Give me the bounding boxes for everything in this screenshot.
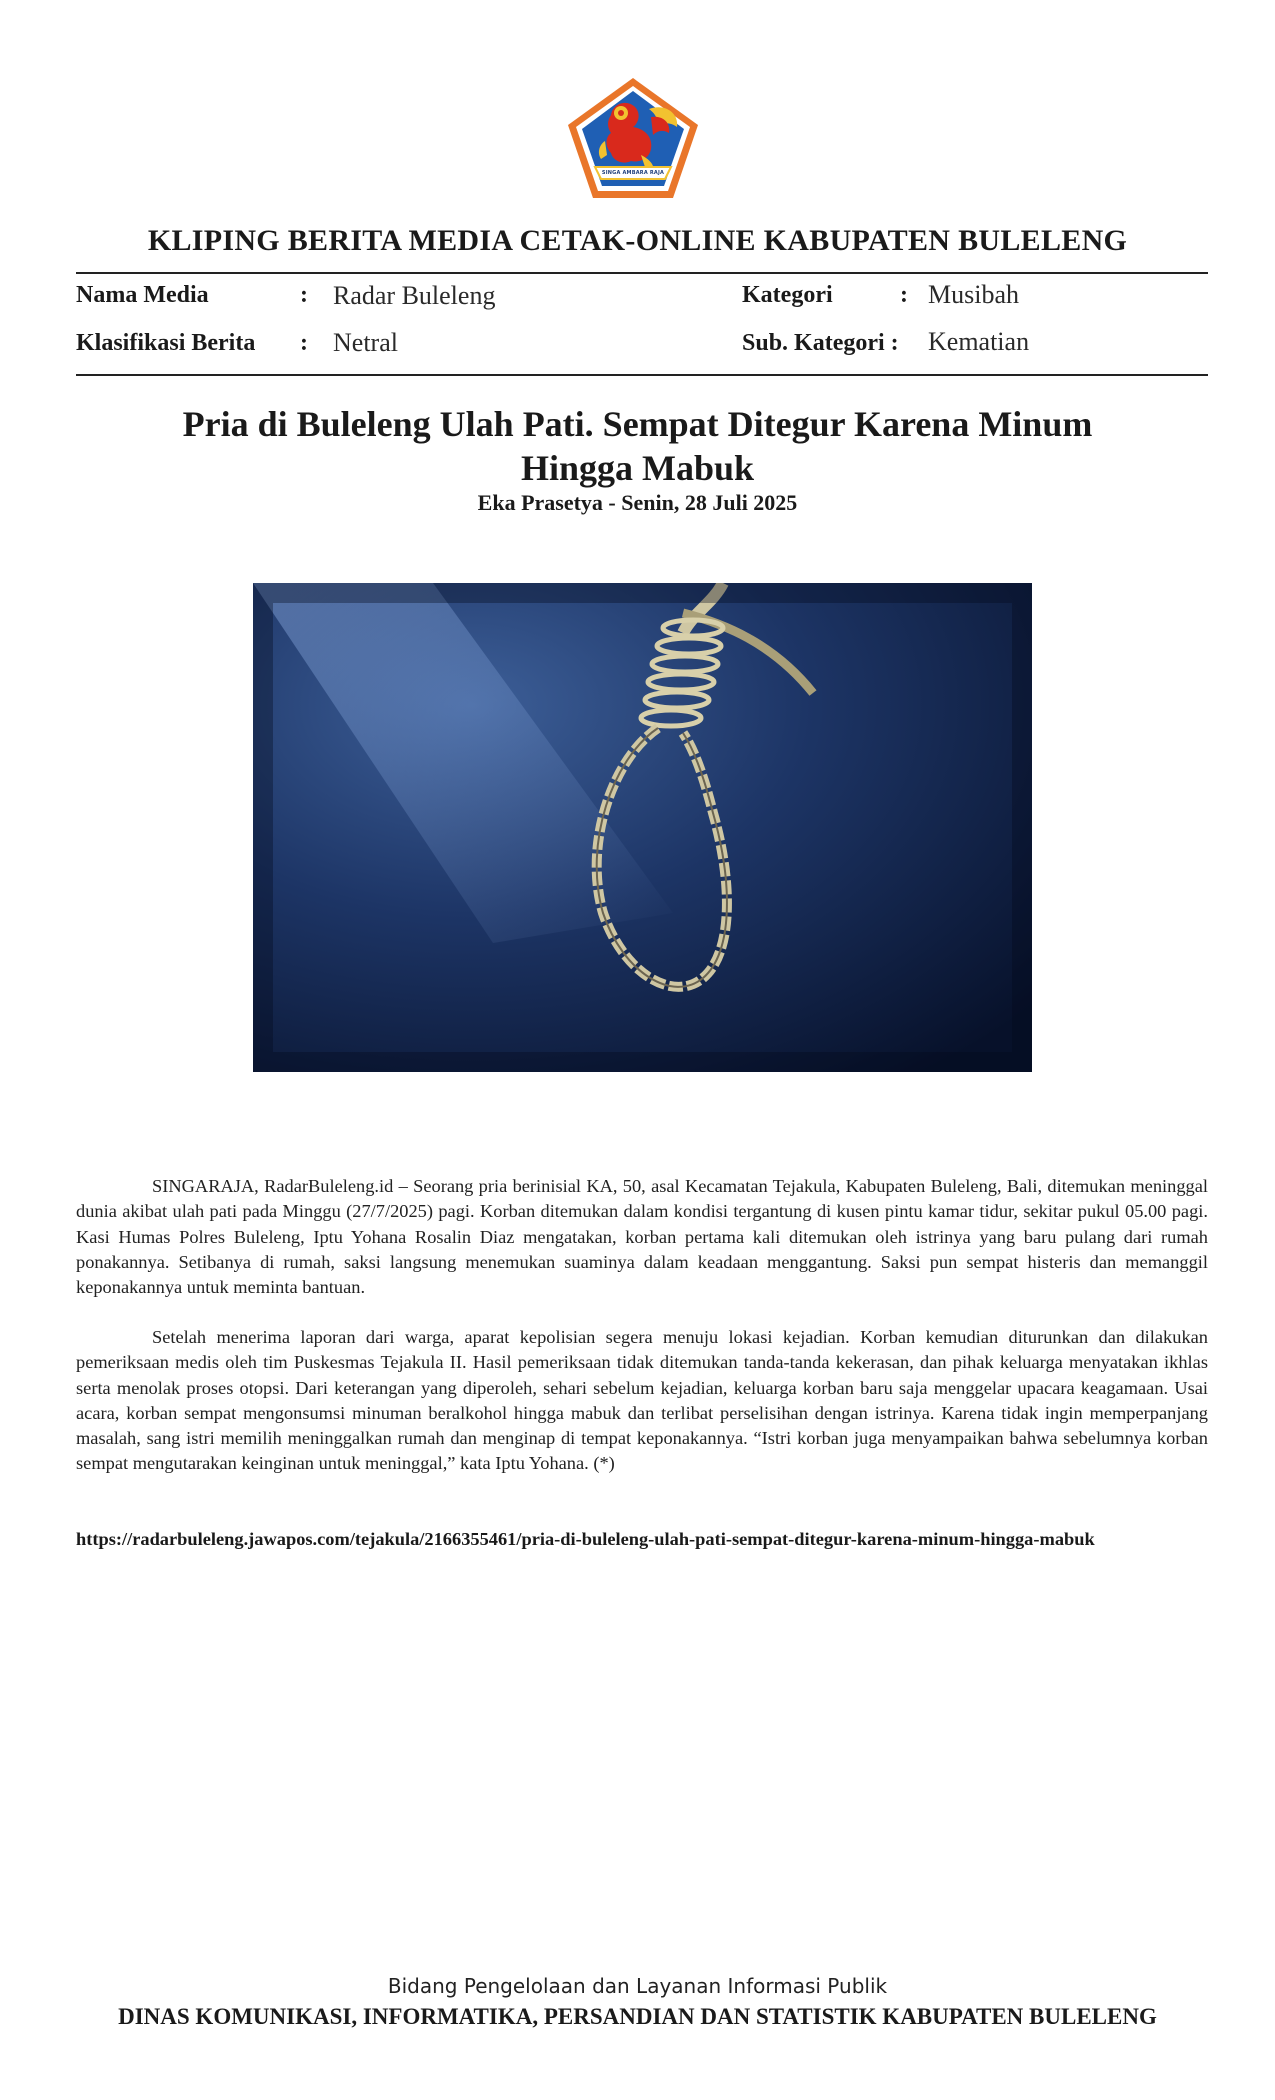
article-paragraph-2: Setelah menerima laporan dari warga, aparat kepolisian segera menuju lokasi kejadian. Korban kemudian diturunkan dan dilakukan pemeriksaan medis oleh tim Puskesmas Tejakula II. Hasil pemeriksaan tidak ditemukan tanda-tanda kekerasan, dan pihak keluarga menyatakan ikhlas serta menolak proses otopsi. Dari keterangan yang diperoleh, sehari sebelum kejadian, keluarga korban baru saja menggelar upacara keagamaan. Usai acara, korban sempat mengonsumsi minuman beralkohol hingga mabuk dan terlibat perselisihan dengan istrinya. Karena tidak ingin memperpanjang masalah, sang istri memilih meninggalkan rumah dan menginap di tempat keponakannya. “Istri korban juga menyampaikan bahwa sebelumnya korban sempat mengutarakan keinginan untuk meninggal,” kata Iptu Yohana. (*) — [76, 1327, 1208, 1474]
kategori-value: Musibah — [928, 280, 1019, 309]
media-colon: : — [300, 282, 308, 308]
article-byline: Eka Prasetya - Senin, 28 Juli 2025 — [477, 490, 798, 515]
footer-division: Bidang Pengelolaan dan Layanan Informasi Publik — [387, 1974, 888, 1998]
header-divider-top — [76, 272, 1208, 274]
logo-motto: SINGA AMBARA RAJA — [601, 170, 665, 176]
subkategori-value: Kematian — [928, 327, 1030, 356]
klasifikasi-colon: : — [300, 330, 308, 356]
article-paragraph-1: SINGARAJA, RadarBuleleng.id – Seorang pria berinisial KA, 50, asal Kecamatan Tejakula, Kabupaten Buleleng, Bali, ditemukan meninggal dunia akibat ulah pati pada Minggu (27/7/2025) pagi. Korban ditemukan dalam kondisi tergantung di kusen pintu kamar tidur, sekitar pukul 05.00 pagi. Kasi Humas Polres Buleleng, Iptu Yohana Rosalin Diaz mengatakan, korban pertama kali ditemukan oleh istrinya yang baru pulang dari rumah ponakannya. Setibanya di rumah, saksi langsung menemukan suaminya dalam keadaan menggantung. Saksi pun sempat histeris dan memanggil keponakannya untuk meminta bantuan. — [76, 1176, 1208, 1298]
kategori-label: Kategori — [742, 282, 833, 308]
footer-agency: DINAS KOMUNIKASI, INFORMATIKA, PERSANDIAN DAN STATISTIK KABUPATEN BULELENG — [118, 2004, 1157, 2029]
header-divider-bottom — [76, 374, 1208, 376]
media-value: Radar Buleleng — [333, 281, 496, 310]
article-headline: Pria di Buleleng Ulah Pati. Sempat Ditegur Karena Minum Hingga Mabuk — [182, 404, 1093, 488]
klasifikasi-value: Netral — [333, 328, 398, 357]
document-header: KLIPING BERITA MEDIA CETAK-ONLINE KABUPATEN BULELENG — [147, 224, 1128, 257]
source-link[interactable]: https://radarbuleleng.jawapos.com/tejakula/2166355461/pria-di-buleleng-ulah-pati-sempat-ditegur-karena-minum-hingga-mabuk — [76, 1529, 1095, 1549]
klasifikasi-label: Klasifikasi Berita — [76, 330, 256, 356]
regency-emblem-logo — [565, 75, 701, 201]
media-label: Nama Media — [76, 282, 209, 308]
subkategori-label: Sub. Kategori : — [742, 330, 899, 356]
kategori-colon: : — [900, 282, 908, 308]
article-photo-noose — [253, 583, 1032, 1072]
